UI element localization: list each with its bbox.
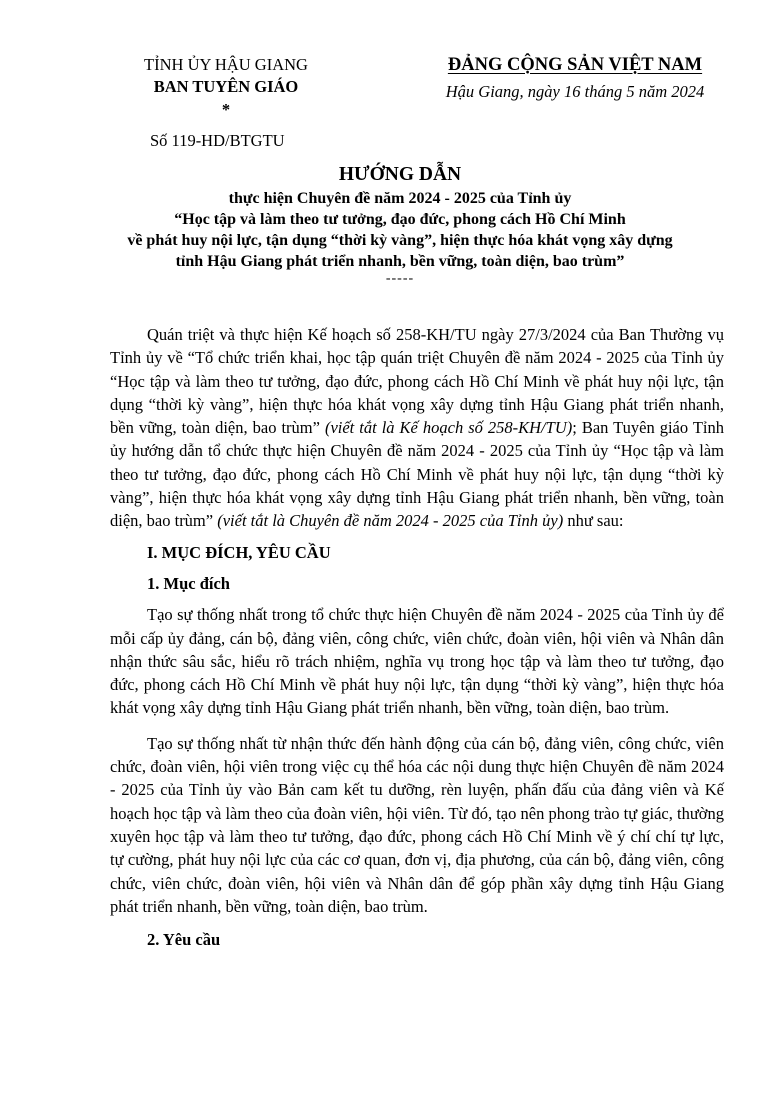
- document-number: Số 119-HD/BTGTU: [150, 131, 285, 150]
- intro-text-2: ; Ban Tuyên giáo Tỉnh ủy hướng dẫn tổ chức thực hiện Chuyên đề năm 2024 - 2025 của Tỉnh ủy “Học tập và làm theo tư tưởng, đạo đức, phong cách Hồ Chí Minh về phát huy nội lực, tận dụng “thời kỳ vàng”, hiện thực hóa khát vọng xây dựng tỉnh Hậu Giang phát triển nhanh, bền vững, toàn diện, bao trùm”: [110, 418, 724, 531]
- party-name: ĐẢNG CỘNG SẢN VIỆT NAM: [447, 55, 703, 75]
- paragraph-purpose-2: Tạo sự thống nhất từ nhận thức đến hành động của cán bộ, đảng viên, công chức, viên chức, đoàn viên, hội viên trong việc cụ thể hóa các nội dung thực hiện Chuyên đề năm 2024 - 2025 của Tỉnh ủy vào Bản cam kết tu dưỡng, rèn luyện, phấn đấu của đảng viên và Kế hoạch học tập và làm theo của đoàn viên, hội viên. Từ đó, tạo nên phong trào tự giác, thường xuyên học tập và làm theo tư tưởng, đạo đức, phong cách Hồ Chí Minh về ý chí chí tự lực, tự cường, phát huy nội lực của các cơ quan, đơn vị, địa phương, của cán bộ, đảng viên, công chức, viên chức, đoàn viên, hội viên và Nhân dân để góp phần xây dựng tỉnh Hậu Giang phát triển nhanh, bền vững, toàn diện, bao trùm.: [110, 733, 724, 916]
- issuing-organization: [116, 54, 336, 120]
- title-line-4: tỉnh Hậu Giang phát triển nhanh, bền vững, toàn diện, bao trùm”: [175, 253, 625, 270]
- org-line-2: BAN TUYÊN GIÁO: [153, 77, 299, 96]
- title-separator: -----: [385, 271, 415, 286]
- party-header: [420, 55, 730, 102]
- subsection-heading-1: 1. Mục đích: [147, 573, 230, 593]
- subsection-heading-2: 2. Yêu cầu: [147, 930, 221, 950]
- intro-italic-1: (viết tắt là Kế hoạch số 258-KH/TU): [324, 418, 573, 438]
- document-body: [110, 323, 724, 951]
- document-title: HƯỚNG DẪN: [338, 164, 462, 185]
- title-line-3: về phát huy nội lực, tận dụng “thời kỳ vàng”, hiện thực hóa khát vọng xây dựng: [127, 232, 673, 249]
- intro-paragraph: [110, 323, 724, 533]
- date-line: Hậu Giang, ngày 16 tháng 5 năm 2024: [445, 82, 705, 101]
- section-heading-1: I. MỤC ĐÍCH, YÊU CẦU: [147, 542, 331, 562]
- org-line-1: TỈNH ỦY HẬU GIANG: [144, 55, 308, 74]
- title-line-1: thực hiện Chuyên đề năm 2024 - 2025 của Tỉnh ủy: [228, 190, 572, 207]
- title-block: [80, 160, 720, 286]
- intro-text-1: Quán triệt và thực hiện Kế hoạch số 258-KH/TU ngày 27/3/2024 của Ban Thường vụ Tỉnh ủy về “Tổ chức triển khai, học tập quán triệt Chuyên đề năm 2024 - 2025 của Tỉnh ủy “Học tập và làm theo tư tưởng, đạo đức, phong cách Hồ Chí Minh về phát huy nội lực, tận dụng “thời kỳ vàng”, hiện thực hóa khát vọng xây dựng tỉnh Hậu Giang phát triển nhanh, bền vững, toàn diện, bao trùm”: [110, 325, 724, 438]
- star-mark: *: [221, 100, 231, 119]
- intro-text-3: như sau:: [563, 511, 624, 531]
- paragraph-purpose-1: Tạo sự thống nhất trong tổ chức thực hiện Chuyên đề năm 2024 - 2025 của Tỉnh ủy để mỗi cấp ủy đảng, cán bộ, đảng viên, công chức, viên chức, đoàn viên, hội viên và Nhân dân nhận thức sâu sắc, hiểu rõ trách nhiệm, nghĩa vụ trong học tập và làm theo tư tưởng, đạo đức, phong cách Hồ Chí Minh về phát huy nội lực, tận dụng “thời kỳ vàng”, hiện thực hóa khát vọng xây dựng tỉnh Hậu Giang phát triển nhanh, bền vững, toàn diện, bao trùm.: [110, 605, 724, 718]
- title-line-2: “Học tập và làm theo tư tưởng, đạo đức, phong cách Hồ Chí Minh: [174, 211, 626, 228]
- intro-italic-2: (viết tắt là Chuyên đề năm 2024 - 2025 của Tỉnh ủy): [217, 511, 564, 531]
